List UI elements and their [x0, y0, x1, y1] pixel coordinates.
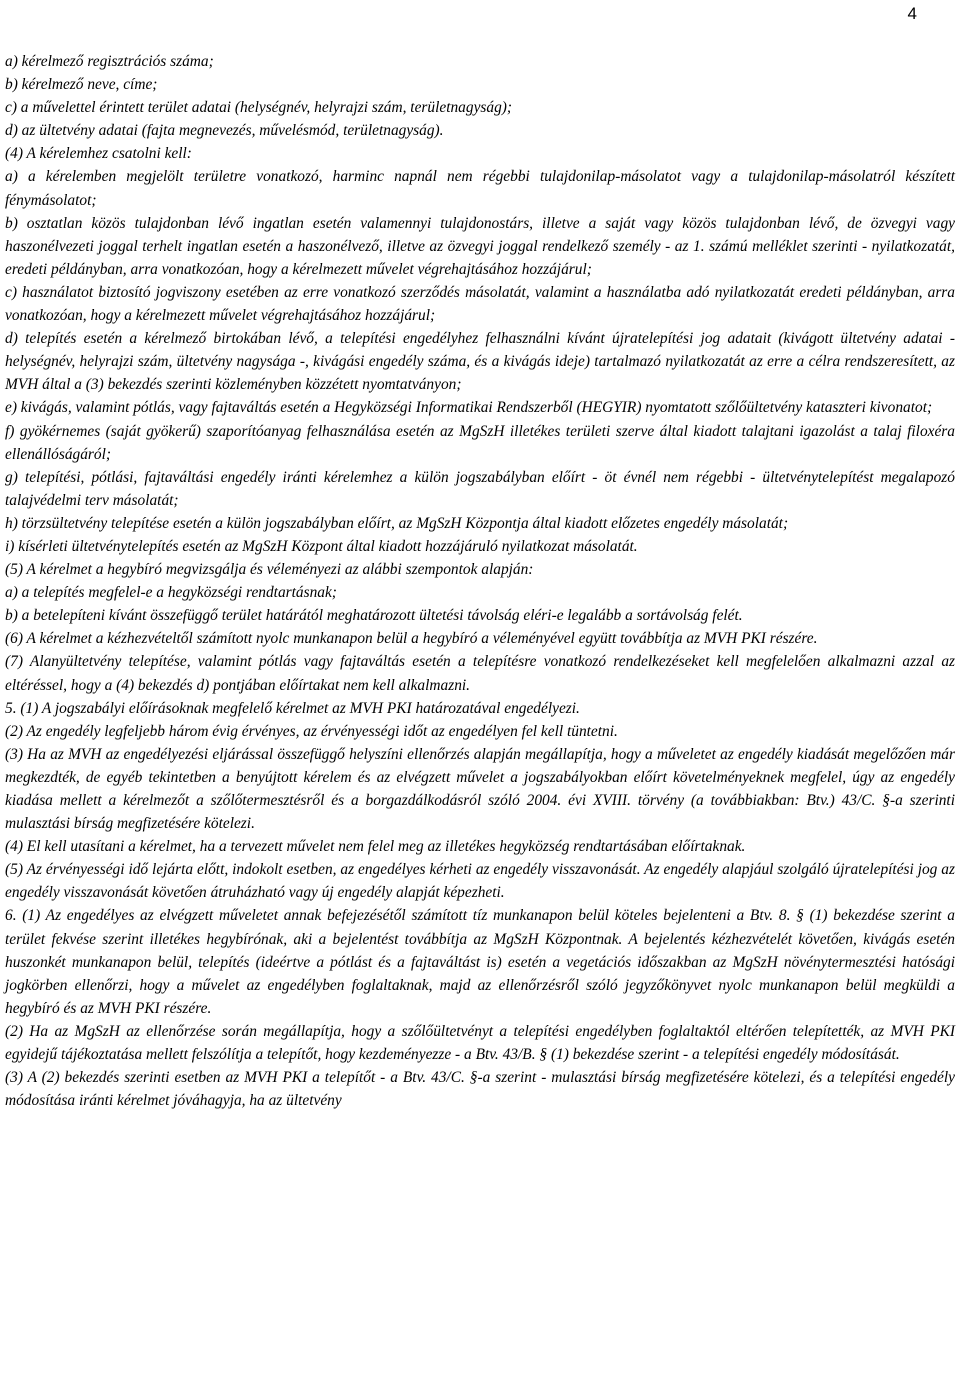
- paragraph: (3) A (2) bekezdés szerinti esetben az MVH PKI a telepítőt - a Btv. 43/C. §-a szerint - mulasztási bírság megfizetésére kötelezi, és a telepítési engedély módosítása iránti kérelmet jóváhagyja, ha az ültetvény: [5, 1069, 955, 1110]
- paragraph: a) a kérelemben megjelölt területre vonatkozó, harminc napnál nem régebbi tulajdonilap-másolatot vagy a tulajdonilap-másolatról készített fénymásolatot;: [5, 168, 955, 209]
- paragraph: (5) Az érvényességi idő lejárta előtt, indokolt esetben, az engedélyes kérheti az engedély visszavonását. Az engedély alapjául szolgáló újratelepítési jog az engedély visszavonását követően átruházható vagy új engedély alapját képezheti.: [5, 861, 955, 902]
- paragraph: (3) Ha az MVH az engedélyezési eljárással összefüggő helyszíni ellenőrzés alapján megállapítja, hogy a műveletet az engedély kiadását megelőzően már megkezdték, de egyéb tekintetben a benyújtott kérelem és az elvégzett művelet a jogszabályokban előírt követelményeknek megfelel, úgy az engedély kiadása mellett a kérelmezőt a szőlőtermesztésről és a borgazdálkodásról szóló 2004. évi XVIII. törvény (a továbbiakban: Btv.) 43/C. §-a szerinti mulasztási bírság megfizetésére kötelezi.: [5, 745, 955, 833]
- paragraph: (6) A kérelmet a kézhezvételtől számított nyolc munkanapon belül a hegybíró a véleményével együtt továbbítja az MVH PKI részére.: [5, 630, 818, 648]
- paragraph: (4) A kérelemhez csatolni kell:: [5, 145, 192, 163]
- paragraph: d) telepítés esetén a kérelmező birtokában lévő, a telepítési engedélyhez felhasználni kívánt újratelepítési jog adatait (kivágott ültetvény adatai - helységnév, helyrajzi szám, ültetvény nagysága -, kivágási engedély száma, és a kivágás ideje) tartalmazó nyilatkozatát az erre a célra rendszeresített, az MVH által a (3) bekezdés szerinti közleményben közzétett nyomtatványon;: [5, 330, 955, 394]
- paragraph: c) használatot biztosító jogviszony esetében az erre vonatkozó szerződés másolatát, valamint a használatba adó nyilatkozatát eredeti példányban, arra vonatkozóan, hogy a kérelmezett művelet végrehajtásához hozzájárul;: [5, 283, 955, 325]
- paragraph: f) gyökérnemes (saját gyökerű) szaporítóanyag felhasználása esetén az MgSzH illetékes területi szerve által kiadott talajtani igazolást a talaj filoxéra ellenállóságáról;: [5, 422, 955, 463]
- paragraph: e) kivágás, valamint pótlás, vagy fajtaváltás esetén a Hegyközségi Informatikai Rendszerből (HEGYIR) nyomtatott szőlőültetvény kataszteri kivonatot;: [5, 399, 933, 417]
- paragraph: (2) Ha az MgSzH az ellenőrzése során megállapítja, hogy a szőlőültetvényt a telepítési engedélyben foglaltaktól eltérően telepítették, az MVH PKI egyidejű tájékoztatása mellett felszólítja a telepítőt, hogy kezdeményezze - a Btv. 43/B. § (1) bekezdése szerint - a telepítési engedély módosítását.: [5, 1022, 955, 1064]
- paragraph: b) a betelepíteni kívánt összefüggő terület határától meghatározott ültetési távolság eléri-e legalább a sortávolság felét.: [5, 607, 743, 625]
- paragraph: (4) El kell utasítani a kérelmet, ha a tervezett művelet nem felel meg az illetékes hegyközség rendtartásában előírtaknak.: [5, 838, 746, 856]
- paragraph: b) osztatlan közös tulajdonban lévő ingatlan esetén valamennyi tulajdonostárs, illetve a saját vagy közös tulajdonban lévő, de özvegyi vagy haszonélvezeti joggal terhelt ingatlan esetén a haszonélvező, illetve az özvegyi joggal rendelkező személy - az 1. számú melléklet szerinti - nyilatkozatát, eredeti példányban, arra vonatkozóan, hogy a kérelmezett művelet végrehajtásához hozzájárul;: [5, 214, 955, 278]
- paragraph: a) a telepítés megfelel-e a hegyközségi rendtartásnak;: [5, 584, 337, 602]
- paragraph: 5. (1) A jogszabályi előírásoknak megfelelő kérelmet az MVH PKI határozatával engedélyezi.: [5, 699, 580, 717]
- paragraph: (2) Az engedély legfeljebb három évig érvényes, az érvényességi időt az engedélyen fel kell tüntetni.: [5, 722, 618, 740]
- paragraph: (5) A kérelmet a hegybíró megvizsgálja és véleményezi az alábbi szempontok alapján:: [5, 561, 534, 579]
- paragraph: d) az ültetvény adatai (fajta megnevezés, művelésmód, területnagyság).: [5, 122, 444, 140]
- paragraph: g) telepítési, pótlási, fajtaváltási engedély iránti kérelemhez a külön jogszabályban előírt - öt évnél nem régebbi - ültetvénytelepítést megalapozó talajvédelmi terv másolatát;: [5, 468, 955, 509]
- page-number: 4: [907, 4, 917, 23]
- paragraph: h) törzsültetvény telepítése esetén a külön jogszabályban előírt, az MgSzH Központja által kiadott előzetes engedély másolatát;: [5, 514, 789, 532]
- paragraph: a) kérelmező regisztrációs száma;: [5, 53, 214, 70]
- document-body: [5, 50, 955, 1112]
- paragraph: b) kérelmező neve, címe;: [5, 76, 158, 94]
- paragraph: (7) Alanyültetvény telepítése, valamint pótlás vagy fajtaváltás esetén a telepítésre vonatkozó rendelkezéseket kell megfelelően alkalmazni azzal az eltéréssel, hogy a (4) bekezdés d) pontjában előírtakat nem kell alkalmazni.: [5, 653, 955, 694]
- paragraph: c) a művelettel érintett terület adatai (helységnév, helyrajzi szám, területnagyság);: [5, 99, 513, 117]
- paragraph: 6. (1) Az engedélyes az elvégzett műveletet annak befejezésétől számított tíz munkanapon belül köteles bejelenteni a Btv. 8. § (1) bekezdése szerint a terület fekvése szerint illetékes hegybírónak, aki a bejelentést továbbítja az MgSzH Központnak. A bejelentés kézhezvételét követően, kivágás esetén huszonkét munkanapon belül, telepítés (ideértve a pótlást és a fajtaváltást is) esetén a vegetációs időszakban az MgSzH növénytermesztési hatósági jogkörben ellenőrzi, hogy a művelet az engedélyben foglaltaknak, majd az ellenőrzésről szóló jegyzőkönyvet nyolc munkanapon belül megküldi a hegybíró és az MVH PKI részére.: [5, 907, 955, 1017]
- paragraph: i) kísérleti ültetvénytelepítés esetén az MgSzH Központ által kiadott hozzájáruló nyilatkozat másolatát.: [5, 537, 638, 555]
